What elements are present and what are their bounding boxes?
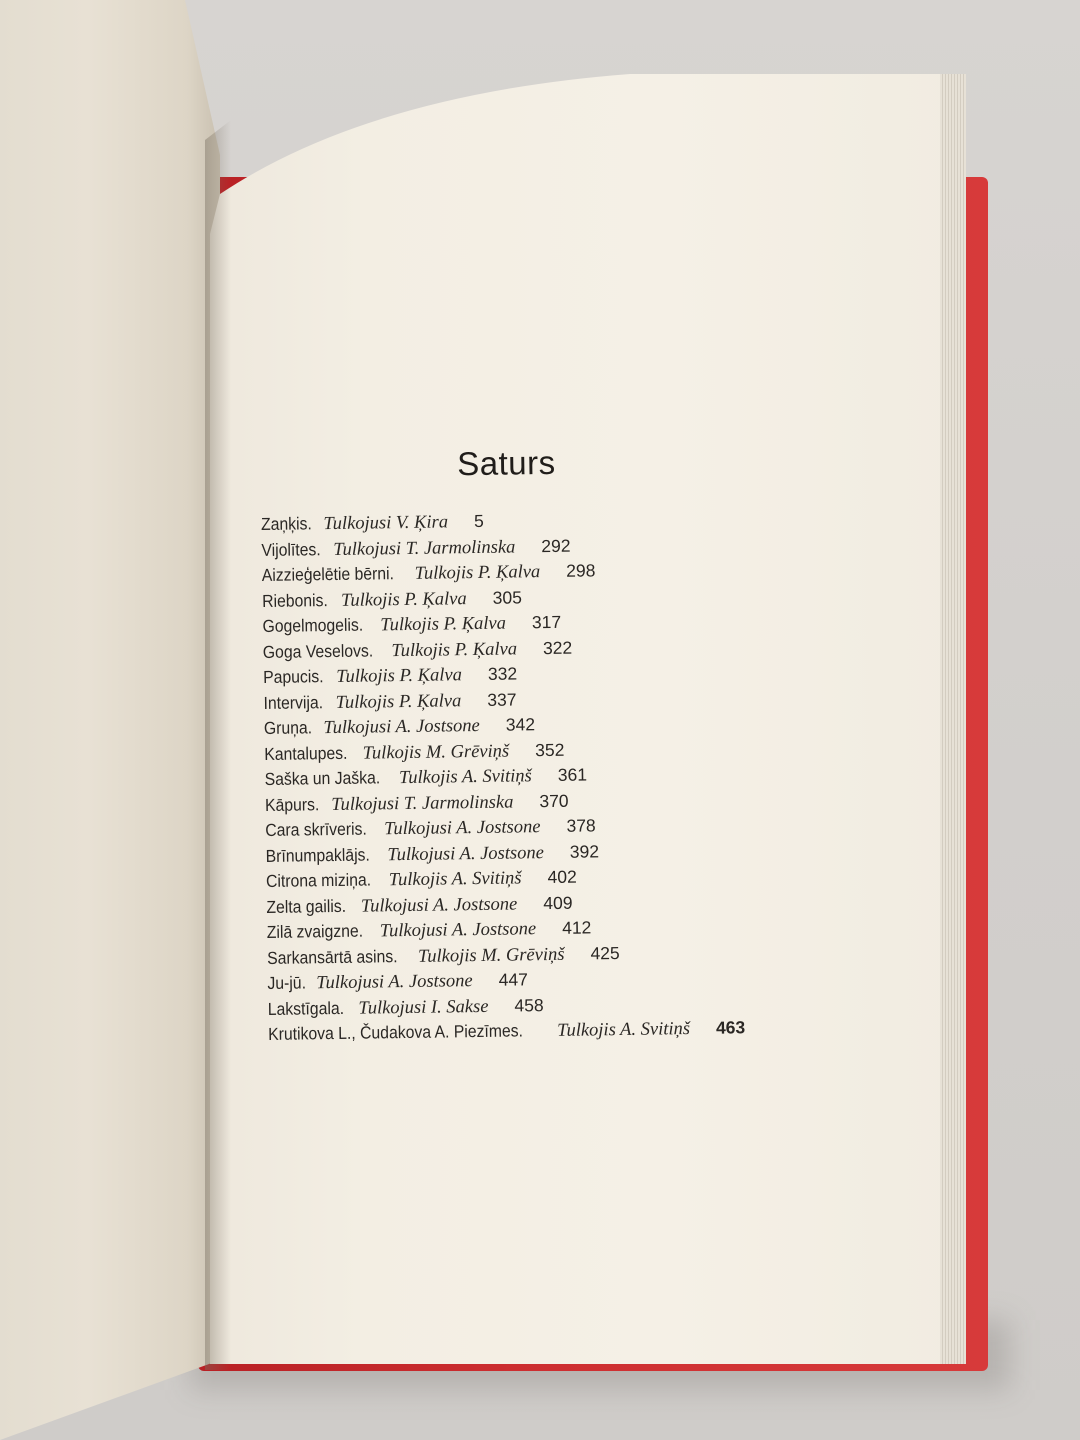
toc-work-title: Gogelmogelis. xyxy=(262,614,364,636)
toc-work-title: Goga Veselovs. xyxy=(262,639,374,662)
toc-translator: Tulkojusi T. Jarmolinska xyxy=(333,536,516,560)
toc-work-title: Gruņa. xyxy=(263,717,313,738)
toc-work-title: Zaņķis. xyxy=(260,513,312,534)
toc-work-title: Sarkansārtā asins. xyxy=(266,945,398,968)
toc-translator: Tulkojis A. Svitiņš xyxy=(388,868,522,891)
toc-page-number: 361 xyxy=(557,764,588,785)
toc-page-number: 370 xyxy=(539,790,569,811)
toc-page-number: 337 xyxy=(487,688,517,710)
toc-page-number: 392 xyxy=(569,840,600,862)
toc-work-title: Aizzieģelētie bērni. xyxy=(261,563,395,585)
toc-page-number: 409 xyxy=(543,892,573,913)
toc-translator: Tulkojusi A. Jostsone xyxy=(323,715,480,739)
book-gutter xyxy=(205,120,231,1370)
toc-work-title: Vijolītes. xyxy=(261,538,321,560)
toc-translator: Tulkojusi I. Sakse xyxy=(358,996,489,1019)
toc-work-title: Krutikova L., Čudakova A. Piezīmes. xyxy=(268,1020,524,1044)
toc-translator: Tulkojis M. Grēviņš xyxy=(362,741,510,764)
toc-work-title: Kantalupes. xyxy=(264,742,348,764)
left-page xyxy=(0,0,220,1440)
toc-translator: Tulkojis P. Ķalva xyxy=(391,638,518,661)
toc-page-number: 342 xyxy=(505,714,536,735)
toc-translator: Tulkojusi A. Jostsone xyxy=(383,817,541,840)
toc-page-number: 298 xyxy=(566,560,596,581)
toc-translator: Tulkojis P. Ķalva xyxy=(340,588,467,611)
toc-page-number: 463 xyxy=(715,1017,746,1038)
toc-page-number: 317 xyxy=(531,611,562,633)
toc-translator: Tulkojusi A. Jostsone xyxy=(387,842,544,865)
toc-translator: Tulkojis P. Ķalva xyxy=(414,562,541,584)
toc-work-title: Ju-jū. xyxy=(267,972,307,993)
toc-page-number: 305 xyxy=(492,586,523,608)
toc-work-title: Zilā zvaigzne. xyxy=(266,920,364,942)
toc-page-number: 5 xyxy=(473,510,484,532)
toc-work-title: Cara skrīveris. xyxy=(265,818,367,840)
toc-translator: Tulkojis M. Grēviņš xyxy=(417,944,565,967)
toc-translator: Tulkojusi V. Ķira xyxy=(323,512,449,535)
toc-work-title: Intervija. xyxy=(263,691,324,713)
toc-page-number: 292 xyxy=(541,535,571,556)
toc-translator: Tulkojusi T. Jarmolinska xyxy=(331,791,514,815)
toc-page-number: 458 xyxy=(514,994,544,1016)
toc-work-title: Saška un Jaška. xyxy=(264,767,381,789)
toc-work-title: Brīnumpaklājs. xyxy=(265,844,370,866)
toc-page-number: 425 xyxy=(590,942,620,963)
toc-work-title: Zelta gailis. xyxy=(266,895,347,917)
toc-page-number: 447 xyxy=(498,969,528,990)
toc-page-number: 412 xyxy=(561,917,592,938)
toc-page-number: 402 xyxy=(547,866,577,888)
toc-page-number: 322 xyxy=(542,637,573,658)
toc-list xyxy=(261,507,745,1049)
toc-translator: Tulkojis A. Svitiņš xyxy=(557,1019,691,1041)
page-edges xyxy=(940,74,966,1364)
toc-page-number: 332 xyxy=(487,663,518,684)
toc-translator: Tulkojusi A. Jostsone xyxy=(360,893,518,917)
toc-page-number: 378 xyxy=(566,815,596,836)
toc-translator: Tulkojis P. Ķalva xyxy=(335,690,462,713)
toc-work-title: Kāpurs. xyxy=(264,793,320,815)
page-title: Saturs xyxy=(456,443,556,483)
toc-translator: Tulkojusi A. Jostsone xyxy=(379,919,537,942)
toc-translator: Tulkojis P. Ķalva xyxy=(380,613,507,636)
toc-work-title: Riebonis. xyxy=(261,589,328,611)
toc-work-title: Lakstīgala. xyxy=(267,997,345,1019)
toc-page-number: 352 xyxy=(535,739,565,760)
toc-translator: Tulkojis P. Ķalva xyxy=(336,665,463,687)
toc-work-title: Papucis. xyxy=(263,666,324,687)
toc-work-title: Citrona miziņa. xyxy=(265,869,372,891)
toc-translator: Tulkojusi A. Jostsone xyxy=(316,971,473,994)
toc-translator: Tulkojis A. Svitiņš xyxy=(398,766,532,789)
